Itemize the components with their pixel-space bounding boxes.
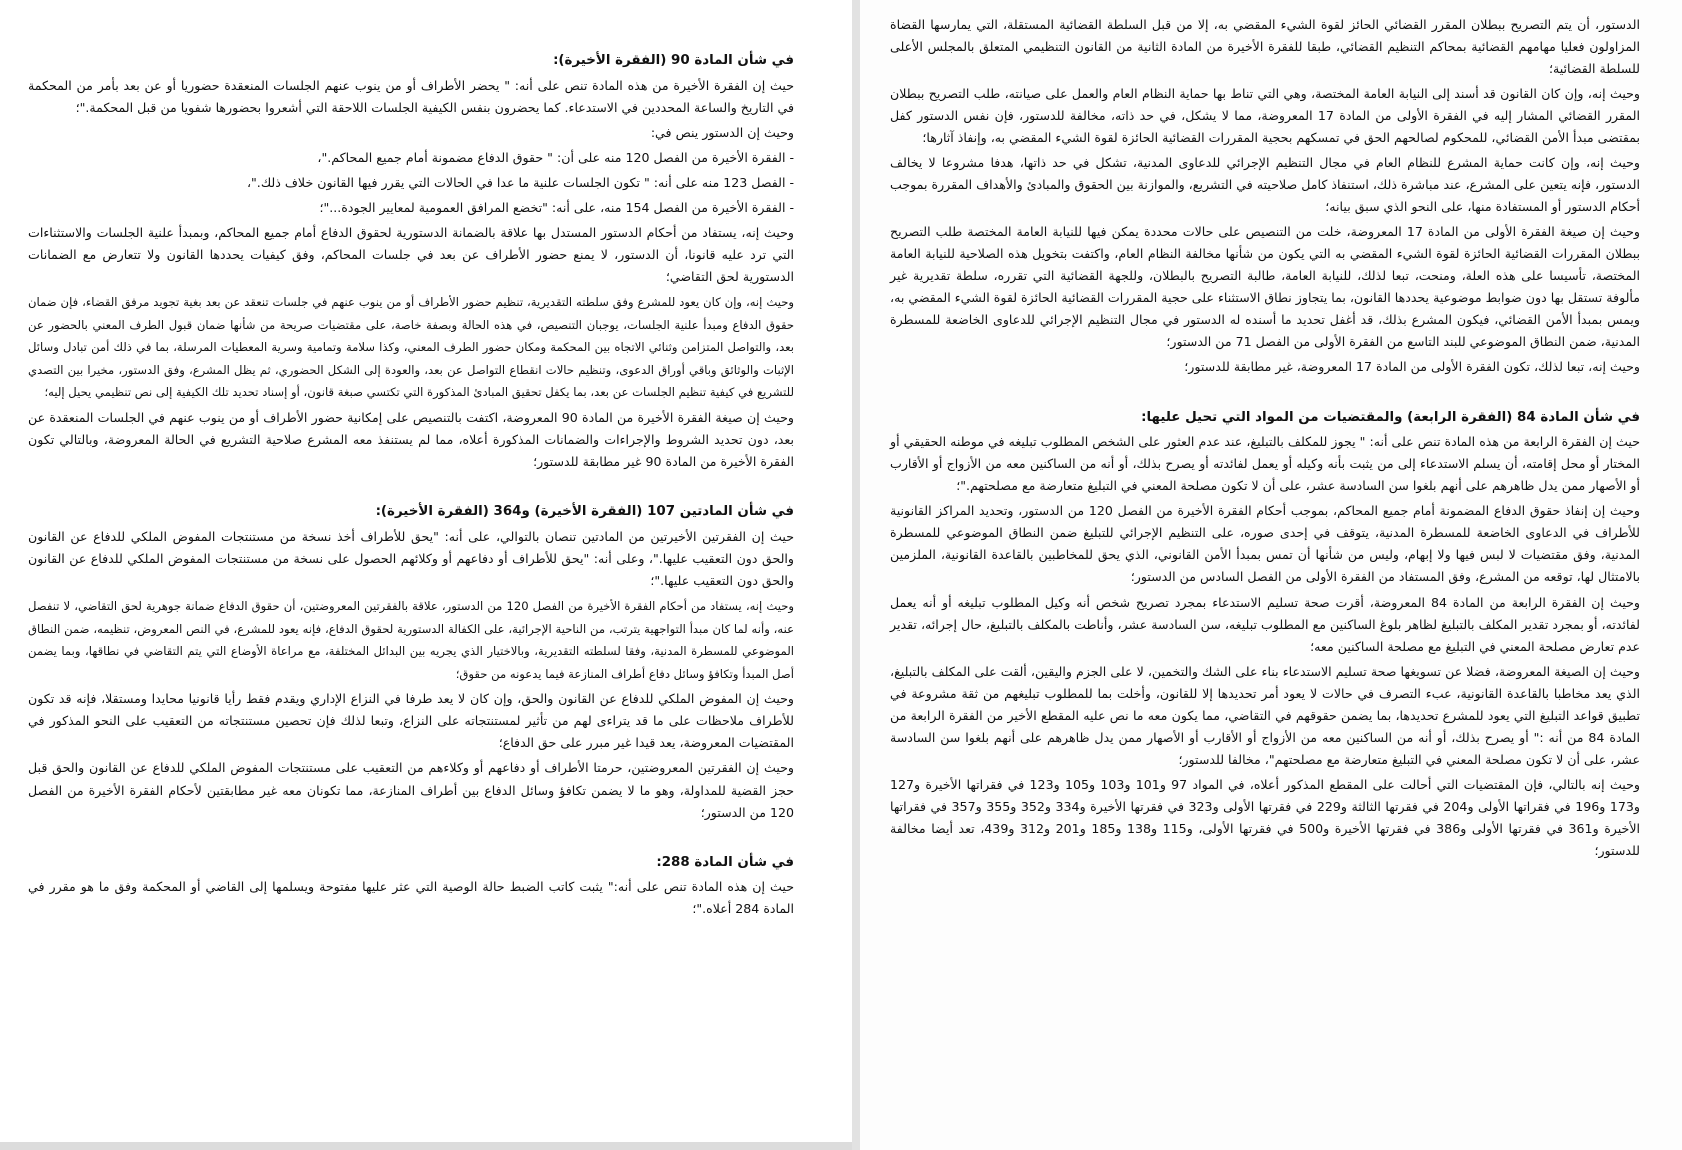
- page-divider: [852, 0, 860, 1150]
- document-page-right: [860, 0, 1682, 1150]
- paragraph: وحيث إن صيغة الفقرة الأولى من المادة 17 المعروضة، خلت من التنصيص على حالات محددة يمكن فيها للنيابة العامة المختصة طلب التصريح ببطلان المقررات القضائية الحائزة لقوة الشيء المقضي به التي يكون من شأنها مخالفة النظام العام، واكتفت بتخويل هذه الصلاحية للنيابة العامة المختصة، تأسيسا على هذه العلة، ومنحت، تبعا لذلك، للنيابة العامة، طالبة التصريح بالبطلان، وللجهة القضائية التي تقرره، سلطة تقديرية غير مألوفة تستقل بها دون ضوابط موضوعية يحددها القانون، بما يتجاوز نطاق الاستثناء على حجية المقررات القضائية الحائزة لقوة الشيء المقضي به، ويمس بمبدأ الأمن القضائي، فيكون المشرع بذلك، قد أغفل تحديد ما أسنده له الدستور في مجال التنظيم الإجرائي للدعاوى الخاضعة للمسطرة المدنية، ضمن النطاق الموضوعي للبند التاسع من الفقرة الأولى من الفصل 71 من الدستور؛: [890, 224, 1640, 350]
- paragraph: وحيث إن الفقرة الرابعة من المادة 84 المعروضة، أقرت صحة تسليم الاستدعاء بمجرد تصريح شخص أنه وكيل المطلوب تبليغه أو أنه يعمل لفائدته، أو بمجرد تقدير المكلف بالتبليغ لظاهر بلوغ الساكنين مع المطلوب تبليغه، سن السادسة عشر، وأناطت بالمكلف بالتبليغ، حال إجرائه، تقدير عدم تعارض مصلحة المعني في التبليغ مع مصلحة الساكنين معه؛: [890, 594, 1640, 654]
- section-heading: في شأن المادتين 107 (الفقرة الأخيرة) و364 (الفقرة الأخيرة):: [375, 504, 794, 520]
- paragraph: حيث إن هذه المادة تنص على أنه:" يثبت كاتب الضبط حالة الوصية التي عثر عليها مفتوحة ويسلمها إلى القاضي أو المحكمة وفق ما هو مقرر في المادة 284 أعلاه."؛: [28, 879, 794, 917]
- section-article-17-continued: [890, 14, 1640, 379]
- paragraph: وحيث إنه، وإن كان القانون قد أسند إلى النيابة العامة المختصة، وهي التي تناط بها حماية النظام العام والعمل على صيانته، طلب التصريح ببطلان المقرر القضائي المشار إليه في الفقرة الأولى من المادة 17 المعروضة، مما لا يشكل، في حد ذاته، مخالفة للدستور، فإن نفس الدستور كفل بمقتضى مبدأ الأمن القضائي، للمحكوم لصالحهم الحق في تمسكهم بحجية المقررات القضائية الحائزة لقوة الشيء المقضي به، وإنفاذ آثارها؛: [890, 86, 1640, 146]
- section-heading: في شأن المادة 84 (الفقرة الرابعة) والمقتضيات من المواد التي تحيل عليها:: [1141, 409, 1640, 425]
- paragraph: حيث إن الفقرة الرابعة من هذه المادة تنص على أنه: " يجوز للمكلف بالتبليغ، عند عدم العثور على الشخص المطلوب تبليغه في موطنه الحقيقي أو المختار أو محل إقامته، أن يسلم الاستدعاء إلى من يثبت بأنه وكيله أو يعمل لفائدته أو يصرح بذلك، أو أنه من الساكنين معه من الأزواج أو الأقارب أو الأصهار ممن يدل ظاهرهم على أنهم بلغوا سن السادسة عشر، على أن لا تكون مصلحة المعني في التبليغ متعارضة مع مصلحتهم."؛: [890, 434, 1640, 494]
- section-article-84: [890, 407, 1640, 862]
- list-item: - الفصل 123 منه على أنه: " تكون الجلسات علنية ما عدا في الحالات التي يقرر فيها القانون خلاف ذلك."،: [246, 174, 794, 190]
- list-item: - الفقرة الأخيرة من الفصل 154 منه، على أنه: "تخضع المرافق العمومية لمعايير الجودة..."؛: [319, 199, 794, 215]
- paragraph: وحيث إنه، وإن كانت حماية المشرع للنظام العام في مجال التنظيم الإجرائي للدعاوى المدنية، تشكل في حد ذاتها، هدفا مشروعا لا يخالف الدستور، فإنه يتعين على المشرع، عند مباشرة ذلك، استنفاذ كامل صلاحيته في التشريع، والموازنة بين الحقوق والمبادئ والأهداف المقررة بموجب أحكام الدستور أو المستفادة منها، على النحو الذي سبق بيانه؛: [890, 155, 1640, 215]
- paragraph: حيث إن الفقرة الأخيرة من هذه المادة تنص على أنه: " يحضر الأطراف أو من ينوب عنهم الجلسات المنعقدة حضوريا أو عن بعد بأمر من المحكمة في التاريخ والساعة المحددين في الاستدعاء. كما يحضرون بنفس الكيفية الجلسات اللاحقة التي أشعروا بحضورها شفويا من قبل المحكمة."؛: [28, 77, 794, 115]
- paragraph: الدستور، أن يتم التصريح ببطلان المقرر القضائي الحائز لقوة الشيء المقضي به، إلا من قبل السلطة القضائية المستقلة، التي يمارسها القضاة المزاولون فعليا مهامهم القضائية بمحاكم التنظيم القضائي، طبقا للفقرة الأخيرة من المادة الثانية من القانون التنظيمي المتعلق بالمجلس الأعلى للسلطة القضائية؛: [890, 17, 1640, 77]
- paragraph: وحيث إنه، تبعا لذلك، تكون الفقرة الأولى من المادة 17 المعروضة، غير مطابقة للدستور؛: [1184, 359, 1640, 375]
- paragraph: وحيث إن الصيغة المعروضة، فضلا عن تسويغها صحة تسليم الاستدعاء بناء على الشك والتخمين، لا على الجزم واليقين، ألقت على المكلف بالتبليغ، الذي يعد مخاطبا بالقاعدة القانونية، عبء التصرف في حالات لا يعود أمر تحديدها إلا للقانون، وأخلت بما للمطلوب تبليغهم من ثقة مشروعة في تطبيق قواعد التبليغ التي يعود للمشرع تحديدها، بما يضمن حقوقهم في التقاضي، مما يكون معه ما نص عليه المقطع الأخير من الفقرة الرابعة من المادة 84 من أنه :" أو يصرح بذلك، أو أنه من الساكنين معه من الأزواج أو الأقارب أو الأصهار ممن يدل ظاهرهم على أنهم بلغوا سن السادسة عشر، على أن لا تكون مصلحة المعني في التبليغ متعارضة مع مصلحتهم"، مخالفا للدستور؛: [890, 663, 1641, 767]
- section-article-90: [28, 50, 794, 473]
- paragraph: وحيث إن إنفاذ حقوق الدفاع المضمونة أمام جميع المحاكم، بموجب أحكام الفقرة الأخيرة من الفصل 120 من الدستور، وتحديد المراكز القانونية للأطراف في الدعاوى الخاضعة للمسطرة المدنية، يتوقف في إحدى صوره، على التنظيم الإجرائي للتبليغ ضمن النطاق الموضوعي للمسطرة المدنية، وفق مقتضيات لا لبس فيها ولا إبهام، وليس من شأنها أن تمس بمبدأ الأمن القانوني، الذي يحق للمخاطبين بالقاعدة القانونية، الملزمين بالامتثال لها، توقعه من المشرع، وفق المستفاد من الفقرة الأولى من الفصل السادس من الدستور؛: [890, 503, 1640, 585]
- paragraph: وحيث إنه، وإن كان يعود للمشرع وفق سلطته التقديرية، تنظيم حضور الأطراف أو من ينوب عنهم في جلسات تنعقد عن بعد بغية تجويد مرفق القضاء، فإن ضمان حقوق الدفاع ومبدأ علنية الجلسات، يوجبان التنصيص، في هذه الحالة وبصفة خاصة، على مقتضيات صريحة من شأنها ضمان قبول الطرف المعني بالحضور عن بعد، والتواصل المتزامن وثنائي الاتجاه بين المحكمة ومكان حضور الطرف المعني، وكذا سلامة وتمامية وسرية المعطيات المرسلة، بما في ذلك أمن تبادل وسائل الإثبات والوثائق وباقي أوراق الدعوى، وتنظيم حالات انقطاع التواصل عن بعد، والعودة إلى الشكل الحضوري، ثم يظل المشرع، وفق الدستور، مخيرا بين التصدي للتشريع في كيفية تنظيم الجلسات عن بعد، بما يكفل تحقيق المبادئ المذكورة التي تكتسي صبغة قانون، أو إسناد تحديد تلك الكيفية إلى نص تنظيمي يحيل إليه؛: [28, 295, 794, 400]
- paragraph: وحيث إنه، يستفاد من أحكام الفقرة الأخيرة من الفصل 120 من الدستور، علاقة بالفقرتين المعروضتين، أن حقوق الدفاع ضمانة جوهرية لحق التقاضي، لا تنفصل عنه، وأنه لما كان مبدأ التواجهية يترتب، من الناحية الإجرائية، على الكفالة الدستورية لحقوق الدفاع، فإنه يعود للمشرع، في النص المعروض، تنظيمه، ضمن النطاق الموضوعي للمسطرة المدنية، وفقا لسلطته التقديرية، وبالاختيار الذي يجريه بين البدائل المختلفة، مع مراعاة الأوضاع التي يتم التقاضي في نطاقها، وبما يضمن أصل المبدأ وتكافؤ وسائل دفاع أطراف المنازعة فيما يدعونه من حقوق؛: [28, 599, 794, 681]
- paragraph: وحيث إن المفوض الملكي للدفاع عن القانون والحق، وإن كان لا يعد طرفا في النزاع الإداري ويقدم فقط رأيا قانونيا محايدا ومستقلا، فإنه قد تكون للأطراف ملاحظات على ما قد يتراءى لهم من تأثير لمستنتجاته على النزاع، وتبعا لذلك فإن تحصين مستنتجاته من التعقيب على النحو المذكور في المقتضيات المعروضة، يعد قيدا غير مبرر على حق الدفاع؛: [28, 691, 794, 751]
- paragraph: وحيث إن صيغة الفقرة الأخيرة من المادة 90 المعروضة، اكتفت بالتنصيص على إمكانية حضور الأطراف أو من ينوب عنهم في الجلسات المنعقدة عن بعد، دون تحديد الشروط والإجراءات والضمانات المذكورة أعلاه، مما لم يستنفذ معه المشرع صلاحية التشريع في الحالة المعروضة، وبالتالي تكون الفقرة الأخيرة من المادة 90 غير مطابقة للدستور؛: [28, 410, 794, 470]
- paragraph: وحيث إنه، يستفاد من أحكام الدستور المستدل بها علاقة بالضمانة الدستورية لحقوق الدفاع أمام جميع المحاكم، وبمبدأ علنية الجلسات والاستثناءات التي ترد عليه قانونا، أن الدستور، لا يمنع حضور الأطراف عن بعد في جلسات المحاكم، وفق كيفيات يحددها القانون ولا تتعارض مع الضمانات الدستورية لحق التقاضي؛: [28, 224, 794, 285]
- section-heading: في شأن المادة 90 (الفقرة الأخيرة):: [553, 53, 794, 68]
- list-item: - الفقرة الأخيرة من الفصل 120 منه على أن: " حقوق الدفاع مضمونة أمام جميع المحاكم."،: [317, 149, 794, 165]
- section-article-288: [28, 852, 794, 921]
- paragraph: وحيث إن الدستور ينص في:: [650, 124, 794, 140]
- section-articles-107-364: [28, 501, 794, 823]
- section-heading: في شأن المادة 288:: [656, 854, 794, 870]
- paragraph: وحيث إنه بالتالي، فإن المقتضيات التي أحالت على المقطع المذكور أعلاه، في المواد 97 و101 و103 و105 و123 في فقراتها الأخيرة و127 و173 و196 في فقراتها الأولى و204 في فقرتها الثالثة و229 في فقرتها الأولى و323 في فقرتها الأخيرة و334 و352 و355 و357 في فقراتها الأخيرة و361 في فقرتها الأولى و386 في فقرتها الأخيرة و500 في فقرتها الأولى، و115 و138 و185 و201 و312 و439، تعد أيضا مخالفة للدستور؛: [890, 776, 1641, 858]
- paragraph: وحيث إن الفقرتين المعروضتين، حرمتا الأطراف أو دفاعهم أو وكلاءهم من التعقيب على مستنتجات المفوض الملكي للدفاع عن القانون والحق قبل حجز القضية للمداولة، وهو ما لا يضمن تكافؤ وسائل الدفاع بين أطراف المنازعة، مما تكونان معه غير مطابقتين لأحكام الفقرة الأخيرة من الفصل 120 من الدستور؛: [28, 760, 794, 820]
- paragraph: حيث إن الفقرتين الأخيرتين من المادتين تنصان بالتوالي، على أنه: "يحق للأطراف أخذ نسخة من مستنتجات المفوض الملكي للدفاع عن القانون والحق دون التعقيب عليها."، وعلى أنه: "يحق للأطراف أو دفاعهم أو وكلائهم الحصول على نسخة من مستنتجات المفوض الملكي للدفاع عن القانون والحق دون التعقيب عليها."؛: [28, 528, 794, 588]
- page-bottom-edge: [0, 1142, 852, 1150]
